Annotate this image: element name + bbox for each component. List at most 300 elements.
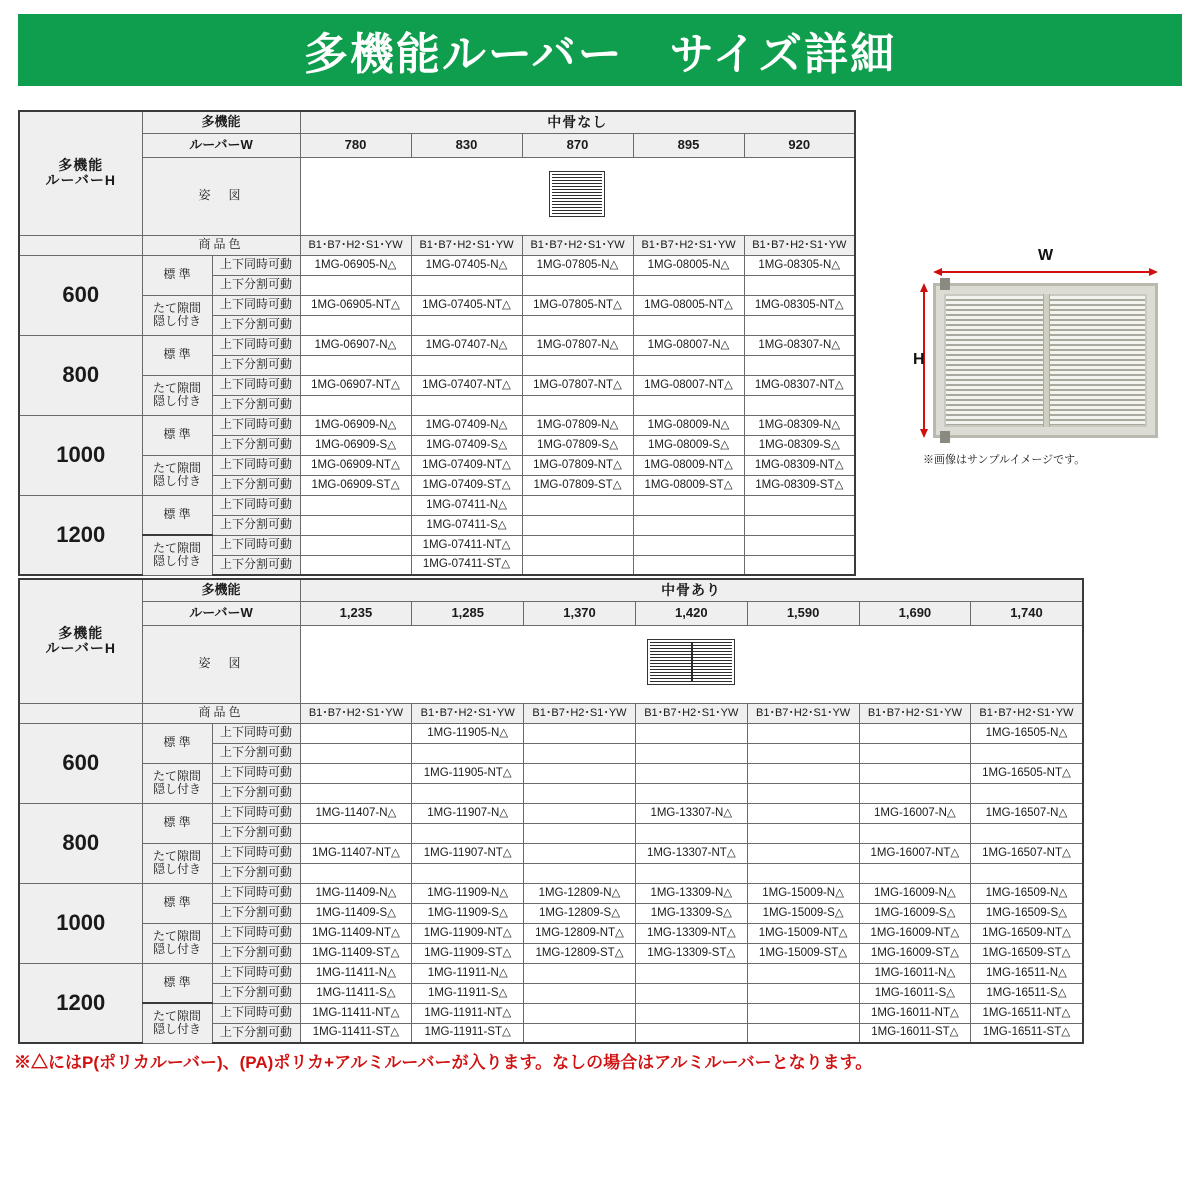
product-code: 1MG-08309-S△ <box>744 435 855 455</box>
height-value: 1000 <box>19 883 142 963</box>
product-code: 1MG-07407-NT△ <box>411 375 522 395</box>
product-code: 1MG-08007-N△ <box>633 335 744 355</box>
product-code <box>524 1003 636 1023</box>
product-code: 1MG-11409-S△ <box>300 903 412 923</box>
product-code: 1MG-06907-N△ <box>300 335 411 355</box>
product-code: 1MG-07805-N△ <box>522 255 633 275</box>
product-code: 1MG-11411-NT△ <box>300 1003 412 1023</box>
mode-label: 上下同時可動 <box>212 335 300 355</box>
product-code: 1MG-11409-N△ <box>300 883 412 903</box>
product-code: 1MG-16509-N△ <box>971 883 1083 903</box>
width-label: W <box>1038 247 1054 264</box>
product-code <box>633 495 744 515</box>
product-code <box>522 275 633 295</box>
product-code <box>744 395 855 415</box>
product-code: 1MG-13307-N△ <box>635 803 747 823</box>
width-value: 780 <box>300 133 411 157</box>
width-value: 920 <box>744 133 855 157</box>
product-code: 1MG-16011-NT△ <box>859 1003 971 1023</box>
product-code <box>300 763 412 783</box>
product-code: 1MG-13309-NT△ <box>635 923 747 943</box>
product-code: 1MG-15009-N△ <box>747 883 859 903</box>
product-code: 1MG-07405-NT△ <box>411 295 522 315</box>
louver-product-illustration <box>933 283 1158 438</box>
louver-mullion <box>1043 294 1050 427</box>
shape-label: 姿 図 <box>142 157 300 235</box>
product-code <box>522 315 633 335</box>
w-axis-header-top: 多機能 <box>142 579 300 601</box>
product-code <box>635 763 747 783</box>
product-code: 1MG-11911-N△ <box>412 963 524 983</box>
product-code: 1MG-08005-N△ <box>633 255 744 275</box>
product-code: 1MG-08009-ST△ <box>633 475 744 495</box>
color-codes: B1･B7･H2･S1･YW <box>744 235 855 255</box>
height-value: 1200 <box>19 495 142 575</box>
table-row <box>19 923 1083 943</box>
product-code: 1MG-16509-S△ <box>971 903 1083 923</box>
product-code <box>522 355 633 375</box>
product-code <box>412 823 524 843</box>
width-value: 830 <box>411 133 522 157</box>
product-code: 1MG-16511-S△ <box>971 983 1083 1003</box>
product-code: 1MG-08309-ST△ <box>744 475 855 495</box>
table-row <box>19 255 855 275</box>
product-code <box>411 275 522 295</box>
product-code <box>633 515 744 535</box>
product-code <box>300 535 411 555</box>
width-value: 895 <box>633 133 744 157</box>
product-code <box>635 983 747 1003</box>
height-value: 1200 <box>19 963 142 1043</box>
product-code: 1MG-07405-N△ <box>411 255 522 275</box>
mode-label: 上下同時可動 <box>212 923 300 943</box>
product-code: 1MG-16007-N△ <box>859 803 971 823</box>
product-code: 1MG-16511-NT△ <box>971 1003 1083 1023</box>
product-code: 1MG-12809-NT△ <box>524 923 636 943</box>
product-code: 1MG-16511-N△ <box>971 963 1083 983</box>
color-codes: B1･B7･H2･S1･YW <box>411 235 522 255</box>
product-color-row <box>19 703 1083 723</box>
width-dimension-arrow <box>933 265 1158 279</box>
sample-image-note: ※画像はサンプルイメージです。 <box>923 454 1086 466</box>
footnote-text: ※△にはP(ポリカルーバー)、(PA)ポリカ+アルミルーバーが入ります。なしの場合はアルミルーバーとなります。 <box>14 1053 873 1072</box>
shape-diagram-row <box>19 157 855 235</box>
product-code <box>633 395 744 415</box>
product-code: 1MG-06907-NT△ <box>300 375 411 395</box>
table-row <box>19 883 1083 903</box>
mode-label: 上下同時可動 <box>212 255 300 275</box>
product-code <box>971 783 1083 803</box>
product-code <box>747 803 859 823</box>
product-code <box>300 395 411 415</box>
product-code: 1MG-11911-ST△ <box>412 1023 524 1043</box>
color-codes: B1･B7･H2･S1･YW <box>633 235 744 255</box>
product-code <box>300 783 412 803</box>
product-code <box>747 763 859 783</box>
product-code: 1MG-08305-N△ <box>744 255 855 275</box>
product-code <box>744 555 855 575</box>
table-row <box>19 803 1083 823</box>
product-code <box>411 355 522 375</box>
mode-label: 上下同時可動 <box>212 1003 300 1023</box>
width-value: 1,420 <box>635 601 747 625</box>
page-title-bar <box>18 14 1182 86</box>
product-code <box>971 863 1083 883</box>
color-codes: B1･B7･H2･S1･YW <box>524 703 636 723</box>
product-code: 1MG-11409-ST△ <box>300 943 412 963</box>
type-label-standard: 標 準 <box>142 415 212 455</box>
product-code: 1MG-11407-NT△ <box>300 843 412 863</box>
product-code <box>524 863 636 883</box>
h-axis-header: 多機能 ルーバーH <box>19 579 142 703</box>
width-value: 1,285 <box>412 601 524 625</box>
w-axis-header-top: 多機能 <box>142 111 300 133</box>
mode-label: 上下分割可動 <box>212 355 300 375</box>
mode-label: 上下分割可動 <box>212 983 300 1003</box>
product-sample-image <box>913 247 1185 485</box>
product-code <box>744 495 855 515</box>
product-code: 1MG-11411-S△ <box>300 983 412 1003</box>
product-code: 1MG-08009-S△ <box>633 435 744 455</box>
type-label-hidden-gap: たて隙間 隠し付き <box>142 763 212 803</box>
product-code: 1MG-13309-N△ <box>635 883 747 903</box>
table-header-row <box>19 579 1083 601</box>
product-code: 1MG-07409-S△ <box>411 435 522 455</box>
product-code <box>635 823 747 843</box>
product-code <box>747 743 859 763</box>
product-code: 1MG-08309-NT△ <box>744 455 855 475</box>
product-code: 1MG-06909-S△ <box>300 435 411 455</box>
mode-label: 上下分割可動 <box>212 475 300 495</box>
product-code: 1MG-16009-N△ <box>859 883 971 903</box>
type-label-standard: 標 準 <box>142 255 212 295</box>
product-code <box>635 1003 747 1023</box>
product-code <box>524 1023 636 1043</box>
product-code: 1MG-16505-NT△ <box>971 763 1083 783</box>
product-code: 1MG-13309-ST△ <box>635 943 747 963</box>
table-row <box>19 335 855 355</box>
product-code <box>522 395 633 415</box>
type-label-standard: 標 準 <box>142 335 212 375</box>
mode-label: 上下同時可動 <box>212 723 300 743</box>
table-no-mullion <box>18 110 856 576</box>
product-code: 1MG-11907-N△ <box>412 803 524 823</box>
product-code <box>300 275 411 295</box>
color-codes: B1･B7･H2･S1･YW <box>412 703 524 723</box>
table-row <box>19 763 1083 783</box>
type-label-standard: 標 準 <box>142 963 212 1003</box>
mode-label: 上下分割可動 <box>212 903 300 923</box>
product-code <box>747 1023 859 1043</box>
product-code <box>411 395 522 415</box>
product-code: 1MG-13309-S△ <box>635 903 747 923</box>
spacer-cell <box>19 235 142 255</box>
color-codes: B1･B7･H2･S1･YW <box>300 703 412 723</box>
product-code: 1MG-11907-NT△ <box>412 843 524 863</box>
product-code <box>635 783 747 803</box>
product-code <box>412 783 524 803</box>
type-label-standard: 標 準 <box>142 883 212 923</box>
width-value: 1,740 <box>971 601 1083 625</box>
louver-bracket-bottom <box>940 431 950 443</box>
width-value: 1,590 <box>747 601 859 625</box>
product-code <box>524 743 636 763</box>
product-code: 1MG-16011-ST△ <box>859 1023 971 1043</box>
product-code <box>747 1003 859 1023</box>
product-code: 1MG-06909-NT△ <box>300 455 411 475</box>
product-code: 1MG-12809-N△ <box>524 883 636 903</box>
type-label-hidden-gap: たて隙間 隠し付き <box>142 535 212 575</box>
color-codes: B1･B7･H2･S1･YW <box>971 703 1083 723</box>
product-code: 1MG-08309-N△ <box>744 415 855 435</box>
product-code <box>300 495 411 515</box>
product-code <box>747 723 859 743</box>
product-code <box>300 723 412 743</box>
width-values-row <box>19 601 1083 625</box>
table-row <box>19 1003 1083 1023</box>
product-code: 1MG-07807-N△ <box>522 335 633 355</box>
mode-label: 上下同時可動 <box>212 763 300 783</box>
product-code <box>522 555 633 575</box>
product-code: 1MG-07411-S△ <box>411 515 522 535</box>
product-code <box>524 963 636 983</box>
spec-table-no-mullion <box>18 110 903 576</box>
product-code: 1MG-16007-NT△ <box>859 843 971 863</box>
mode-label: 上下分割可動 <box>212 395 300 415</box>
product-code: 1MG-11411-N△ <box>300 963 412 983</box>
product-code: 1MG-16011-N△ <box>859 963 971 983</box>
mode-label: 上下同時可動 <box>212 963 300 983</box>
product-code <box>300 823 412 843</box>
type-label-hidden-gap: たて隙間 隠し付き <box>142 1003 212 1043</box>
width-value: 1,370 <box>524 601 636 625</box>
height-value: 800 <box>19 335 142 415</box>
type-label-hidden-gap: たて隙間 隠し付き <box>142 375 212 415</box>
product-code <box>747 843 859 863</box>
product-code: 1MG-15009-S△ <box>747 903 859 923</box>
product-color-label: 商品色 <box>142 235 300 255</box>
shape-label: 姿 図 <box>142 625 300 703</box>
product-code <box>859 783 971 803</box>
product-code <box>971 823 1083 843</box>
h-axis-header: 多機能 ルーバーH <box>19 111 142 235</box>
mode-label: 上下分割可動 <box>212 743 300 763</box>
group-header: 中骨なし <box>300 111 855 133</box>
product-code <box>412 863 524 883</box>
height-label: H <box>913 351 925 368</box>
product-code: 1MG-16009-ST△ <box>859 943 971 963</box>
product-code <box>747 783 859 803</box>
product-code <box>524 983 636 1003</box>
mode-label: 上下同時可動 <box>212 495 300 515</box>
product-code <box>524 823 636 843</box>
type-label-hidden-gap: たて隙間 隠し付き <box>142 295 212 335</box>
width-values-row <box>19 133 855 157</box>
product-code <box>971 743 1083 763</box>
type-label-hidden-gap: たて隙間 隠し付き <box>142 843 212 883</box>
table-row <box>19 723 1083 743</box>
product-code: 1MG-06909-ST△ <box>300 475 411 495</box>
product-code: 1MG-07409-NT△ <box>411 455 522 475</box>
table-header-row <box>19 111 855 133</box>
product-code <box>859 823 971 843</box>
product-code <box>747 863 859 883</box>
type-label-standard: 標 準 <box>142 803 212 843</box>
table-with-mullion <box>18 578 1084 1044</box>
type-label-hidden-gap: たて隙間 隠し付き <box>142 923 212 963</box>
product-code: 1MG-11905-N△ <box>412 723 524 743</box>
product-code: 1MG-07807-NT△ <box>522 375 633 395</box>
product-code: 1MG-07411-NT△ <box>411 535 522 555</box>
mode-label: 上下同時可動 <box>212 843 300 863</box>
louver-bracket-top <box>940 278 950 290</box>
type-label-standard: 標 準 <box>142 495 212 535</box>
product-code: 1MG-07809-NT△ <box>522 455 633 475</box>
product-code: 1MG-12809-ST△ <box>524 943 636 963</box>
product-code <box>633 535 744 555</box>
product-code <box>300 555 411 575</box>
product-code <box>635 743 747 763</box>
product-code: 1MG-11909-N△ <box>412 883 524 903</box>
mode-label: 上下同時可動 <box>212 455 300 475</box>
table-row <box>19 375 855 395</box>
type-label-hidden-gap: たて隙間 隠し付き <box>142 455 212 495</box>
mode-label: 上下分割可動 <box>212 823 300 843</box>
table-row <box>19 495 855 515</box>
product-code: 1MG-07409-N△ <box>411 415 522 435</box>
mode-label: 上下分割可動 <box>212 515 300 535</box>
w-axis-header-bottom: ルーバーW <box>142 133 300 157</box>
mode-label: 上下分割可動 <box>212 315 300 335</box>
product-code: 1MG-16507-N△ <box>971 803 1083 823</box>
product-code: 1MG-15009-NT△ <box>747 923 859 943</box>
width-value: 870 <box>522 133 633 157</box>
mode-label: 上下同時可動 <box>212 415 300 435</box>
product-code <box>859 763 971 783</box>
product-code <box>744 275 855 295</box>
product-code <box>412 743 524 763</box>
mode-label: 上下同時可動 <box>212 295 300 315</box>
product-code: 1MG-07407-N△ <box>411 335 522 355</box>
spacer-cell <box>19 703 142 723</box>
mode-label: 上下同時可動 <box>212 535 300 555</box>
table-row <box>19 455 855 475</box>
product-code <box>524 783 636 803</box>
w-axis-header-bottom: ルーバーW <box>142 601 300 625</box>
product-code: 1MG-07409-ST△ <box>411 475 522 495</box>
product-code: 1MG-07809-N△ <box>522 415 633 435</box>
product-color-label: 商品色 <box>142 703 300 723</box>
spec-table-with-mullion <box>18 578 1182 1044</box>
product-code <box>635 963 747 983</box>
mode-label: 上下同時可動 <box>212 375 300 395</box>
page-title: 多機能ルーバー サイズ詳細 <box>303 30 897 79</box>
product-code: 1MG-12809-S△ <box>524 903 636 923</box>
height-value: 1000 <box>19 415 142 495</box>
shape-diagram <box>300 157 855 235</box>
color-codes: B1･B7･H2･S1･YW <box>300 235 411 255</box>
product-code: 1MG-11905-NT△ <box>412 763 524 783</box>
product-code <box>633 315 744 335</box>
product-code: 1MG-07411-N△ <box>411 495 522 515</box>
product-code <box>633 275 744 295</box>
mode-label: 上下分割可動 <box>212 275 300 295</box>
product-code: 1MG-13307-NT△ <box>635 843 747 863</box>
table-row <box>19 843 1083 863</box>
mode-label: 上下分割可動 <box>212 555 300 575</box>
table-row <box>19 963 1083 983</box>
product-code <box>522 535 633 555</box>
product-code <box>859 723 971 743</box>
product-code: 1MG-07411-ST△ <box>411 555 522 575</box>
height-value: 800 <box>19 803 142 883</box>
product-code: 1MG-16009-NT△ <box>859 923 971 943</box>
product-code: 1MG-11911-NT△ <box>412 1003 524 1023</box>
product-code <box>524 803 636 823</box>
product-code <box>524 843 636 863</box>
product-code <box>300 355 411 375</box>
product-code: 1MG-16507-NT△ <box>971 843 1083 863</box>
mode-label: 上下分割可動 <box>212 863 300 883</box>
mode-label: 上下同時可動 <box>212 883 300 903</box>
product-code <box>859 743 971 763</box>
product-code <box>300 315 411 335</box>
product-code: 1MG-08305-NT△ <box>744 295 855 315</box>
mode-label: 上下分割可動 <box>212 783 300 803</box>
product-code <box>300 743 412 763</box>
mode-label: 上下分割可動 <box>212 435 300 455</box>
product-code: 1MG-16509-ST△ <box>971 943 1083 963</box>
product-code: 1MG-11407-N△ <box>300 803 412 823</box>
product-code: 1MG-16509-NT△ <box>971 923 1083 943</box>
product-color-row <box>19 235 855 255</box>
product-code <box>522 495 633 515</box>
shape-diagram-row <box>19 625 1083 703</box>
table-row <box>19 295 855 315</box>
product-code: 1MG-08009-NT△ <box>633 455 744 475</box>
color-codes: B1･B7･H2･S1･YW <box>635 703 747 723</box>
product-code <box>744 315 855 335</box>
type-label-standard: 標 準 <box>142 723 212 763</box>
mode-label: 上下分割可動 <box>212 1023 300 1043</box>
product-code: 1MG-08009-N△ <box>633 415 744 435</box>
product-code: 1MG-11909-ST△ <box>412 943 524 963</box>
width-value: 1,235 <box>300 601 412 625</box>
product-code <box>744 535 855 555</box>
product-code <box>300 863 412 883</box>
product-code: 1MG-16511-ST△ <box>971 1023 1083 1043</box>
product-code <box>300 515 411 535</box>
product-code <box>747 983 859 1003</box>
product-code <box>635 1023 747 1043</box>
product-code <box>635 723 747 743</box>
product-code: 1MG-07809-S△ <box>522 435 633 455</box>
product-code <box>744 515 855 535</box>
product-code <box>633 355 744 375</box>
product-code: 1MG-16009-S△ <box>859 903 971 923</box>
product-code: 1MG-06905-NT△ <box>300 295 411 315</box>
mode-label: 上下同時可動 <box>212 803 300 823</box>
product-code <box>747 963 859 983</box>
mode-label: 上下分割可動 <box>212 943 300 963</box>
product-code: 1MG-08007-NT△ <box>633 375 744 395</box>
color-codes: B1･B7･H2･S1･YW <box>522 235 633 255</box>
color-codes: B1･B7･H2･S1･YW <box>747 703 859 723</box>
product-code: 1MG-16505-N△ <box>971 723 1083 743</box>
width-value: 1,690 <box>859 601 971 625</box>
product-code: 1MG-08307-N△ <box>744 335 855 355</box>
product-code: 1MG-08307-NT△ <box>744 375 855 395</box>
